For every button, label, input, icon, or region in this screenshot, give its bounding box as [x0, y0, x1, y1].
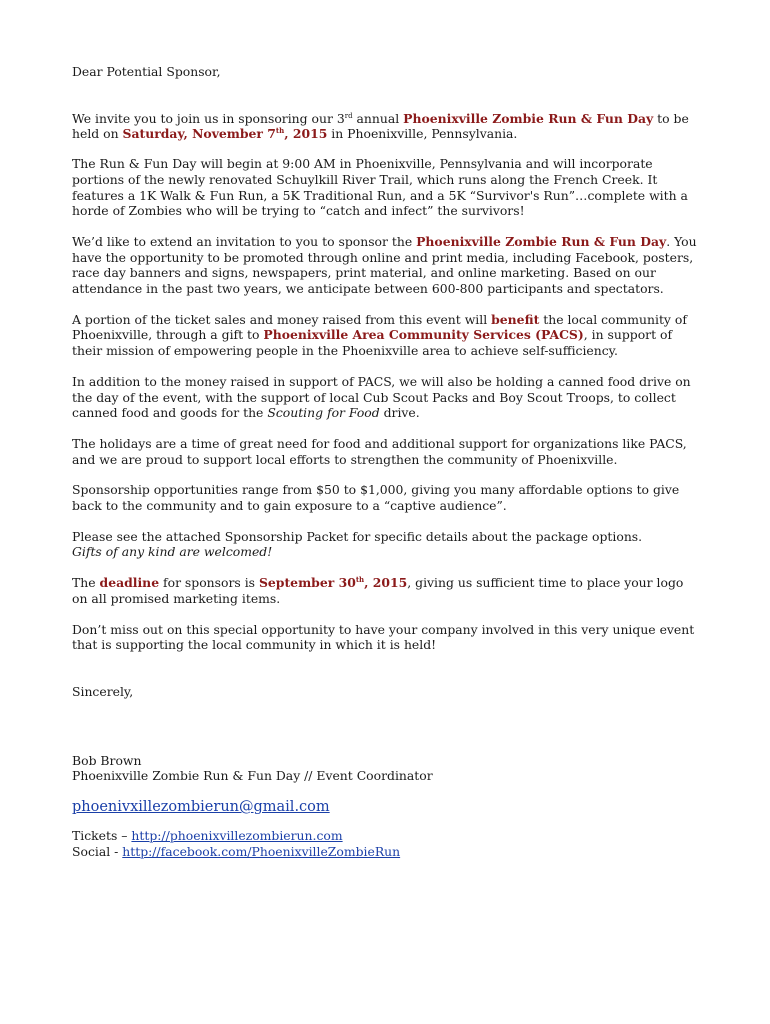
tickets-line: Tickets – http://phoenixvillezombierun.com: [72, 828, 343, 844]
paragraph-benefit: A portion of the ticket sales and money raised from this event will benefit the local community of Phoenixville, through a gift to Phoenixville Area Community Services (PACS), in support of their mission of empowering people in the Phoenixville area to achieve self-sufficiency.: [72, 311, 687, 359]
event-name: Phoenixville Zombie Run & Fun Day: [403, 110, 654, 126]
paragraph-packet: Please see the attached Sponsorship Packet for specific details about the package options. Gifts of any kind are welcomed!: [72, 528, 643, 560]
paragraph-deadline: The deadline for sponsors is September 30th, 2015, giving us sufficient time to place your logo on all promised marketing items.: [72, 575, 684, 606]
event-name: Phoenixville Zombie Run & Fun Day: [416, 233, 667, 249]
social-link[interactable]: http://facebook.com/PhoenixvilleZombieRun: [122, 843, 401, 859]
letter-page: [72, 64, 698, 860]
tickets-link[interactable]: http://phoenixvillezombierun.com: [131, 828, 343, 844]
paragraph-event-details: The Run & Fun Day will begin at 9:00 AM in Phoenixville, Pennsylvania and will incorporate portions of the newly renovated Schuylkill River Trail, which runs along the French Creek. It features a 1K Walk & Fun Run, a 5K Traditional Run, and a 5K “Survivor's Run”…complete with a horde of Zombies who will be trying to “catch and infect” the survivors!: [72, 156, 688, 219]
paragraph-closing-note: Don’t miss out on this special opportunity to have your company involved in this very unique event that is supporting the local community in which it is held!: [72, 621, 695, 653]
social-line: Social - http://facebook.com/PhoenixvilleZombieRun: [72, 843, 401, 859]
paragraph-invitation: We invite you to join us in sponsoring our 3rd annual Phoenixville Zombie Run & Fun Day to be held on Saturday, November 7th, 2015 in Phoenixville, Pennsylvania.: [72, 110, 689, 142]
gifts-note: Gifts of any kind are welcomed!: [72, 544, 273, 560]
paragraph-sponsor-invite: We’d like to extend an invitation to you to sponsor the Phoenixville Zombie Run & Fun Day. You have the opportunity to be promoted through online and print media, including Facebook, posters, race day banners and signs, newspapers, print material, and online marketing. Based on our attendance in the past two years, we anticipate between 600-800 participants and spectators.: [72, 233, 697, 297]
signer-title: Phoenixville Zombie Run & Fun Day // Event Coordinator: [72, 768, 433, 784]
paragraph-food-drive: In addition to the money raised in support of PACS, we will also be holding a canned food drive on the day of the event, with the support of local Cub Scout Packs and Boy Scout Troops, to collect canned food and goods for the Scouting for Food drive.: [72, 373, 691, 421]
benefit-highlight: benefit: [491, 311, 540, 327]
deadline-highlight: deadline: [99, 575, 160, 591]
closing: Sincerely,: [72, 683, 134, 699]
pacs-name: Phoenixville Area Community Services (PACS): [263, 327, 584, 343]
paragraph-holidays: The holidays are a time of great need for food and additional support for organizations like PACS, and we are proud to support local efforts to strengthen the community of Phoenixville.: [72, 435, 687, 467]
email-link[interactable]: phoenivxillezombierun@gmail.com: [72, 799, 330, 816]
email-link-line: [72, 798, 698, 816]
deadline-date: September 30th, 2015: [258, 575, 408, 591]
signer-name: Bob Brown: [72, 752, 142, 768]
salutation: Dear Potential Sponsor,: [72, 64, 221, 79]
event-date: Saturday, November 7th, 2015: [122, 126, 328, 142]
paragraph-sponsorship-range: Sponsorship opportunities range from $50 to $1,000, giving you many affordable options to give back to the community and to gain exposure to a “captive audience”.: [72, 482, 680, 514]
